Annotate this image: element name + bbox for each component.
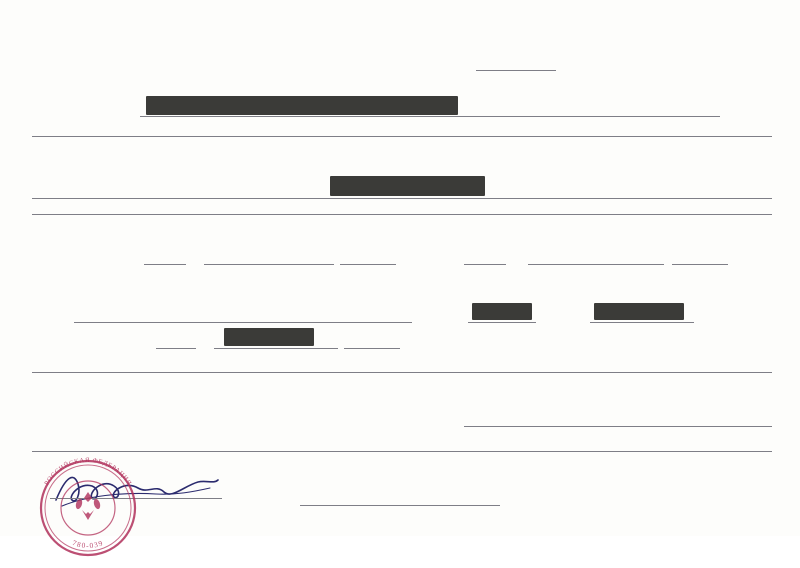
document-series-rule <box>468 322 536 323</box>
svg-text:РОССИЙСКАЯ ФЕДЕРАЦИЯ <box>43 457 132 487</box>
term-month-from-rule <box>204 264 334 265</box>
svg-text:780-039 <box>71 538 105 550</box>
document-date-day-rule <box>156 348 196 349</box>
term-day-to-rule <box>464 264 506 265</box>
document-number-rule <box>590 322 694 323</box>
term-month-to-rule <box>528 264 664 265</box>
term-year-from-rule <box>340 264 396 265</box>
chief-rule-1 <box>464 426 772 427</box>
address-rule-2 <box>32 214 772 215</box>
stamp-text-bottom: 780-039 <box>71 538 105 551</box>
issued-rule <box>140 116 720 117</box>
document-date-month-redaction <box>224 328 314 346</box>
address-rule-1 <box>32 198 772 199</box>
issuer-rule <box>32 372 772 373</box>
document-type-rule <box>74 322 412 323</box>
certificate-number-rule <box>476 70 556 71</box>
address-redaction <box>330 176 485 196</box>
official-stamp <box>28 448 148 568</box>
document-date-month-rule <box>214 348 338 349</box>
term-year-to-rule <box>672 264 728 265</box>
fio-rule <box>32 136 772 137</box>
issued-name-redaction <box>146 96 458 115</box>
stamp-text-top: РОССИЙСКАЯ ФЕДЕРАЦИЯ <box>43 456 133 487</box>
document-date-year-rule <box>344 348 400 349</box>
surname-rule <box>300 505 500 506</box>
term-day-from-rule <box>144 264 186 265</box>
document-number-redaction <box>594 303 684 320</box>
document-series-redaction <box>472 303 532 320</box>
